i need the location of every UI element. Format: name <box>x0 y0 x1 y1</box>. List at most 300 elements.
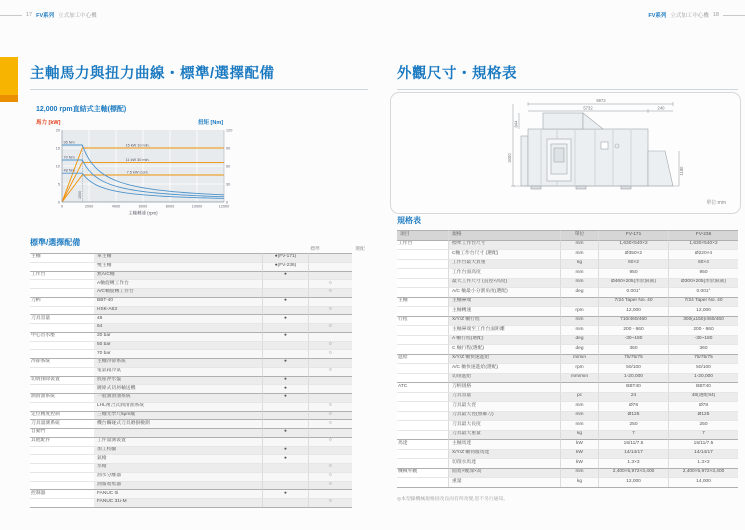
torque-curve-label: 48 Nm <box>63 168 75 173</box>
spec-category <box>397 344 448 354</box>
equip-category <box>30 472 94 481</box>
dim-body-depth: 5732 <box>583 105 593 111</box>
equip-optional-mark: ○ <box>308 481 352 490</box>
spec-category <box>397 287 448 297</box>
spec-category <box>397 458 448 468</box>
equip-category <box>30 454 94 463</box>
equip-category: 切屑排除裝置 <box>30 376 94 385</box>
spec-unit: kW <box>560 439 598 449</box>
equip-standard-mark <box>262 341 308 350</box>
equip-standard-mark <box>262 419 308 428</box>
spec-name: X/Y/Z 軸快速進給 <box>448 354 560 364</box>
equip-optional-mark <box>308 384 352 393</box>
title-rule-left <box>30 89 368 90</box>
spec-value-fv171: 710/460/460 <box>598 316 668 326</box>
dim-rear-overhang: 240 <box>657 105 665 111</box>
yellow-accent-tab <box>0 57 18 95</box>
spec-category <box>397 363 448 373</box>
yellow-accent-tab-shadow <box>0 95 18 102</box>
equip-standard-mark <box>262 463 308 472</box>
spec-value-fv236: 60×4 <box>668 259 738 269</box>
chart-left-axis-label: 馬力 [kW] <box>36 120 61 126</box>
spec-value-fv171: 12,000 <box>598 306 668 316</box>
equip-item: 工件量測裝置 <box>94 437 262 446</box>
chip-conveyor <box>648 151 673 186</box>
equip-item: A軸旋轉工作台 <box>94 279 262 288</box>
equip-optional-mark <box>308 446 352 455</box>
spec-name: 刀具最大重量 <box>448 430 560 440</box>
equip-category <box>30 463 94 472</box>
spec-name: A/C 軸最小分割角度(選配) <box>448 287 560 297</box>
spec-unit: mm <box>560 278 598 288</box>
spec-value-fv171: 1,630×540×2 <box>598 240 668 250</box>
equip-category: 自動門 <box>30 428 94 437</box>
spec-unit: kg <box>560 259 598 269</box>
spec-value-fv236: 7 <box>668 430 738 440</box>
equip-category <box>30 341 94 350</box>
spec-category <box>397 306 448 316</box>
x-tick: 2000 <box>84 204 94 209</box>
spec-value-fv171: -30~180 <box>598 335 668 345</box>
spec-unit: mm <box>560 468 598 478</box>
equip-category <box>30 279 94 288</box>
equip-category: 工作台 <box>30 271 94 280</box>
equip-item: FANUC 0i <box>94 489 262 498</box>
spec-unit: mm <box>560 411 598 421</box>
spec-value-fv171: Ø350×2 <box>598 249 668 259</box>
spec-table <box>397 230 738 488</box>
equip-item: 無A/C軸 <box>94 271 262 280</box>
spec-name: 主軸鼻端 <box>448 297 560 307</box>
spec-value-fv236: Ø300×205(形狀限制) <box>668 278 738 288</box>
spec-category <box>397 477 448 487</box>
equip-optional-mark <box>308 297 352 306</box>
y-left-tick: 15 <box>55 146 60 151</box>
equip-item: 水槍 <box>94 463 262 472</box>
spec-name: 主軸轉速 <box>448 306 560 316</box>
x-tick: 8000 <box>165 204 175 209</box>
dimension-drawing-panel <box>390 92 741 214</box>
spec-value-fv171: 14/14/17 <box>598 449 668 459</box>
spec-name: 刀具最大徑 <box>448 401 560 411</box>
equip-optional-mark: ○ <box>308 306 352 315</box>
equip-optional-mark <box>308 271 352 280</box>
spec-value-fv171: Ø460×205(形狀限制) <box>598 278 668 288</box>
equipment-col-standard: 標準 <box>310 247 320 252</box>
equip-item: 鏈條式切屑輸送機 <box>94 384 262 393</box>
equip-item: 機台觸碰式刀具磨損檢測 <box>94 419 262 428</box>
y-left-tick: 10 <box>55 164 60 169</box>
spec-category <box>397 411 448 421</box>
equip-optional-mark: ○ <box>308 472 352 481</box>
equip-optional-mark <box>308 332 352 341</box>
equip-optional-mark: ○ <box>308 419 352 428</box>
equip-optional-mark <box>308 314 352 323</box>
spec-value-fv236: -30~180 <box>668 335 738 345</box>
equip-optional-mark: ○ <box>308 349 352 358</box>
spec-unit <box>560 382 598 392</box>
equipment-table <box>30 253 352 508</box>
equip-category: 刀具容量 <box>30 314 94 323</box>
spec-header-item: 項目 <box>397 230 448 240</box>
chart-right-axis-label: 扭矩 [Nm] <box>198 120 224 126</box>
spec-header-fv236: FV-236 <box>668 230 738 240</box>
header-right-rule <box>723 15 745 16</box>
y-right-tick: 0 <box>226 200 229 205</box>
page-title-left: 主軸馬力與扭力曲線・標準/選擇配備 <box>30 66 275 82</box>
equip-category <box>30 367 94 376</box>
spec-name: 標準工作台尺寸 <box>448 240 560 250</box>
equip-optional-mark <box>308 262 352 271</box>
spec-value-fv236: 7/24 Taper No. 40 <box>668 297 738 307</box>
spec-category <box>397 325 448 335</box>
equip-standard-mark <box>262 472 308 481</box>
spec-category: ATC <box>397 382 448 392</box>
spec-category <box>397 259 448 269</box>
spec-value-fv236: 50/100 <box>668 363 738 373</box>
equip-standard-mark: ● <box>262 454 308 463</box>
equip-optional-mark <box>308 358 352 367</box>
equip-item <box>94 428 262 437</box>
power-curve-label: 15 kW 10 min. <box>125 143 150 148</box>
spec-value-fv236: 0.001° <box>668 287 738 297</box>
equip-category <box>30 402 94 411</box>
spec-value-fv171: 360 <box>598 344 668 354</box>
page-number-right: 18 <box>712 12 719 18</box>
spec-unit: kW <box>560 449 598 459</box>
equipment-table-title: 標準/選擇配備 <box>30 238 81 247</box>
header-left-rule <box>0 15 22 16</box>
y-left-tick: 20 <box>55 128 60 133</box>
torque-curve-label: 70 Nm <box>63 155 75 160</box>
equip-standard-mark: ● <box>262 489 308 498</box>
equip-standard-mark: ●(FV-171) <box>262 253 308 262</box>
spec-value-fv171: 7/24 Taper No. 40 <box>598 297 668 307</box>
equip-optional-mark: ○ <box>308 279 352 288</box>
equip-standard-mark <box>262 288 308 297</box>
x-tick: 0 <box>60 204 64 209</box>
spec-value-fv171: 60×2 <box>598 259 668 269</box>
equip-category: 其他配件 <box>30 437 94 446</box>
equip-optional-mark <box>308 489 352 498</box>
spec-value-fv171: BBT40 <box>598 382 668 392</box>
equip-category: 刀柄 <box>30 297 94 306</box>
equip-standard-mark <box>262 279 308 288</box>
control-box <box>601 142 608 149</box>
equip-item: A/C軸旋轉工作台 <box>94 288 262 297</box>
equip-item: 油霧收集器 <box>94 481 262 490</box>
series-name-right: FV系列 <box>648 13 667 19</box>
dim-conveyor-height: 1180 <box>679 166 684 176</box>
spec-name: 切削進給 <box>448 373 560 383</box>
equip-optional-mark: ○ <box>308 498 352 507</box>
equip-item: LHL複合式潤滑油系統 <box>94 402 262 411</box>
equip-standard-mark: ● <box>262 446 308 455</box>
equip-category <box>30 323 94 332</box>
spec-value-fv171: 1.3×3 <box>598 458 668 468</box>
equip-standard-mark: ● <box>262 332 308 341</box>
equip-optional-mark <box>308 393 352 402</box>
machine-head-cover <box>543 113 583 129</box>
title-rule-right <box>397 89 738 90</box>
equip-optional-mark <box>308 253 352 262</box>
spec-category <box>397 373 448 383</box>
spec-unit: deg <box>560 335 598 345</box>
spindle-power-torque-chart <box>36 126 236 222</box>
page-title-right: 外觀尺寸・規格表 <box>397 66 517 82</box>
y-left-tick: 5 <box>57 182 60 187</box>
spec-value-fv236: 250 <box>668 420 738 430</box>
equip-category: 潤滑油系統 <box>30 393 94 402</box>
series-name-left: FV系列 <box>36 13 55 19</box>
spec-name: X/Y/Z 軸伺服馬達 <box>448 449 560 459</box>
spec-value-fv171: 2,400×5,972×3,400 <box>598 468 668 478</box>
spec-value-fv171: 200 - 660 <box>598 325 668 335</box>
power-curve-label: 11 kW 30 min. <box>125 158 150 162</box>
equip-standard-mark: ● <box>262 393 308 402</box>
spec-value-fv171: Ø78 <box>598 401 668 411</box>
series-subtitle-right: 立式加工中心機 <box>670 13 709 19</box>
x-tick: 6000 <box>138 204 148 209</box>
spec-category <box>397 392 448 402</box>
equip-item: BBT-40 <box>94 297 262 306</box>
spec-value-fv171: 12,000 <box>598 477 668 487</box>
equip-standard-mark <box>262 402 308 411</box>
series-subtitle-left: 立式加工中心機 <box>58 13 97 19</box>
spec-value-fv236: 12,000 <box>668 306 738 316</box>
spec-unit: mm <box>560 420 598 430</box>
machine-body <box>528 129 648 186</box>
chart-subtitle: 12,000 rpm直結式主軸(標配) <box>36 106 127 113</box>
spec-unit: deg <box>560 287 598 297</box>
spec-unit: mm <box>560 316 598 326</box>
spec-unit: rpm <box>560 306 598 316</box>
equip-category <box>30 288 94 297</box>
spec-category <box>397 249 448 259</box>
spec-name: 重量 <box>448 477 560 487</box>
spec-unit: mm <box>560 325 598 335</box>
equip-category: 控制器 <box>30 489 94 498</box>
spec-name: 刀具最大長度 <box>448 420 560 430</box>
spec-category: 工作台 <box>397 240 448 250</box>
equip-item: 加工校驗 <box>94 446 262 455</box>
equip-standard-mark <box>262 367 308 376</box>
spec-category <box>397 335 448 345</box>
x-tick: 4000 <box>111 204 121 209</box>
equip-item: 48 <box>94 314 262 323</box>
equip-item: 單主軸 <box>94 253 262 262</box>
equip-optional-mark: ○ <box>308 411 352 420</box>
spec-unit: rpm <box>560 363 598 373</box>
spec-unit: pc <box>560 392 598 402</box>
equip-item: HSK-A63 <box>94 306 262 315</box>
spec-value-fv236: 1-20,000 <box>668 373 738 383</box>
spec-footnote: ◎本型錄機械規格因改良而有所改變,恕不另行通知。 <box>397 497 509 502</box>
x-tick: 12000 <box>218 204 230 209</box>
spec-value-fv236: 300(±150)/460/460 <box>668 316 738 326</box>
equip-category <box>30 498 94 507</box>
power-curve-label: 7.5 kW Cont. <box>126 170 149 175</box>
spec-category: 主軸 <box>397 297 448 307</box>
equip-optional-mark <box>308 454 352 463</box>
equip-item: 油水分離器 <box>94 472 262 481</box>
spec-value-fv236: Ø125 <box>668 411 738 421</box>
spec-category <box>397 420 448 430</box>
equip-category <box>30 384 94 393</box>
spec-value-fv236: 2,400×5,972×3,400 <box>668 468 738 478</box>
equip-optional-mark: ○ <box>308 323 352 332</box>
spec-value-fv171: 1-20,000 <box>598 373 668 383</box>
equip-item: 20 bar <box>94 332 262 341</box>
equip-item: 電氣箱冷氣 <box>94 367 262 376</box>
spec-unit: kg <box>560 477 598 487</box>
spec-name: A 軸行程(選配) <box>448 335 560 345</box>
equip-standard-mark: ● <box>262 428 308 437</box>
spec-unit: mm <box>560 240 598 250</box>
x-tick: 10000 <box>191 204 203 209</box>
spec-unit: mm <box>560 268 598 278</box>
spec-name: 主軸鼻端至工作台面距離 <box>448 325 560 335</box>
equipment-col-optional: 選配 <box>355 247 365 252</box>
spec-name: 最大工件尺寸 (直徑×高度) <box>448 278 560 288</box>
dim-head-height: 844 <box>513 120 519 128</box>
spec-value-fv171: Ø125 <box>598 411 668 421</box>
equip-standard-mark: ● <box>262 297 308 306</box>
equip-item: 雙主軸 <box>94 262 262 271</box>
equip-optional-mark: ○ <box>308 367 352 376</box>
equip-standard-mark: ● <box>262 376 308 385</box>
machine-left-step <box>521 136 528 186</box>
equip-standard-mark <box>262 498 308 507</box>
y-right-tick: 60 <box>226 164 231 169</box>
spec-unit: mm <box>560 249 598 259</box>
equip-item: 三軸光學尺5μm級 <box>94 411 262 420</box>
spec-value-fv236: Ø220×4 <box>668 249 738 259</box>
spec-value-fv236: 360 <box>668 344 738 354</box>
torque-curve-label: 95 Nm <box>63 140 75 145</box>
spec-category <box>397 268 448 278</box>
spec-unit <box>560 297 598 307</box>
equip-item: 70 bar <box>94 349 262 358</box>
spec-name: A/C 軸快速進給(選配) <box>448 363 560 373</box>
spec-name: 切削水馬達 <box>448 458 560 468</box>
spec-header-fv171: FV-171 <box>598 230 668 240</box>
spec-value-fv171: 950 <box>598 268 668 278</box>
spec-value-fv236: 48(選配94) <box>668 392 738 402</box>
equip-category: 刀具量測系統 <box>30 419 94 428</box>
spec-name: X/Y/Z 軸行程 <box>448 316 560 326</box>
spec-value-fv171: 15/11/7.5 <box>598 439 668 449</box>
equip-item: FANUC 31i-M <box>94 498 262 507</box>
spec-value-fv171: 75/75/75 <box>598 354 668 364</box>
drawing-unit-label: 單位:mm <box>706 200 726 206</box>
equip-standard-mark: ● <box>262 358 308 367</box>
spec-value-fv236: 15/11/7.5 <box>668 439 738 449</box>
equip-standard-mark: ● <box>262 271 308 280</box>
equip-standard-mark <box>262 481 308 490</box>
spec-category <box>397 430 448 440</box>
x-axis-title: 主軸轉速 (rpm) <box>128 210 158 216</box>
spec-value-fv236: 950 <box>668 268 738 278</box>
equip-category: 定位精度控制 <box>30 411 94 420</box>
spec-category: 馬達 <box>397 439 448 449</box>
spec-category: 機械外觀 <box>397 468 448 478</box>
equip-item: 氣槍 <box>94 454 262 463</box>
corner-rpm-label: 1500 <box>78 191 83 199</box>
page-number-left: 17 <box>26 12 33 18</box>
equip-category <box>30 262 94 271</box>
equip-optional-mark: ○ <box>308 288 352 297</box>
spec-value-fv236: 75/75/75 <box>668 354 738 364</box>
y-right-tick: 30 <box>226 182 231 187</box>
spec-header-unit: 單位 <box>560 230 598 240</box>
equip-category: 中心出水壓 <box>30 332 94 341</box>
spec-unit: kg <box>560 430 598 440</box>
equip-standard-mark <box>262 306 308 315</box>
equip-standard-mark: ● <box>262 314 308 323</box>
dim-total-depth: 5972 <box>596 98 606 103</box>
spec-header-spec: 規格 <box>448 230 560 240</box>
spec-value-fv171: 0.001° <box>598 287 668 297</box>
spec-unit: m/min <box>560 354 598 364</box>
spec-unit: kW <box>560 458 598 468</box>
machine-roof-slant <box>583 113 603 129</box>
equip-standard-mark: ●(FV-236) <box>262 262 308 271</box>
spec-category: 進給 <box>397 354 448 364</box>
machine-drawing <box>451 96 713 201</box>
equip-item: 50 bar <box>94 341 262 350</box>
spec-table-title: 規格表 <box>397 216 421 225</box>
equip-optional-mark <box>308 376 352 385</box>
spec-name: 工作台面高度 <box>448 268 560 278</box>
spec-value-fv171: 7 <box>598 430 668 440</box>
spec-value-fv171: 24 <box>598 392 668 402</box>
spec-unit: mm/min <box>560 373 598 383</box>
equip-item: 主軸冷卻系統 <box>94 358 262 367</box>
spec-unit: deg <box>560 344 598 354</box>
spec-value-fv171: 250 <box>598 420 668 430</box>
header-left <box>0 11 97 19</box>
equip-item: 64 <box>94 323 262 332</box>
equip-item: 一般潤滑油系統 <box>94 393 262 402</box>
equip-standard-mark <box>262 349 308 358</box>
equip-standard-mark <box>262 437 308 446</box>
equip-category: 冷卻系統 <box>30 358 94 367</box>
spec-value-fv171: 50/100 <box>598 363 668 373</box>
spec-value-fv236: 1,630×540×2 <box>668 240 738 250</box>
spec-name: C 軸行程(選配) <box>448 344 560 354</box>
spec-category <box>397 278 448 288</box>
spec-value-fv236: 200 - 660 <box>668 325 738 335</box>
equip-category: 主軸 <box>30 253 94 262</box>
equip-standard-mark <box>262 323 308 332</box>
spec-value-fv236: BBT40 <box>668 382 738 392</box>
equip-category <box>30 349 94 358</box>
equip-category <box>30 481 94 490</box>
equip-standard-mark <box>262 411 308 420</box>
equip-category <box>30 446 94 455</box>
spec-unit: mm <box>560 401 598 411</box>
spec-value-fv236: 14,000 <box>668 477 738 487</box>
spec-category <box>397 449 448 459</box>
equip-item: 底座沖水盤 <box>94 376 262 385</box>
spec-value-fv236: Ø78 <box>668 401 738 411</box>
dim-height: 3400 <box>507 153 512 163</box>
equip-standard-mark: ● <box>262 384 308 393</box>
spec-name: 刀具最大徑(無鄰刀) <box>448 411 560 421</box>
y-left-tick: 0 <box>57 200 60 205</box>
header-right <box>648 11 745 19</box>
